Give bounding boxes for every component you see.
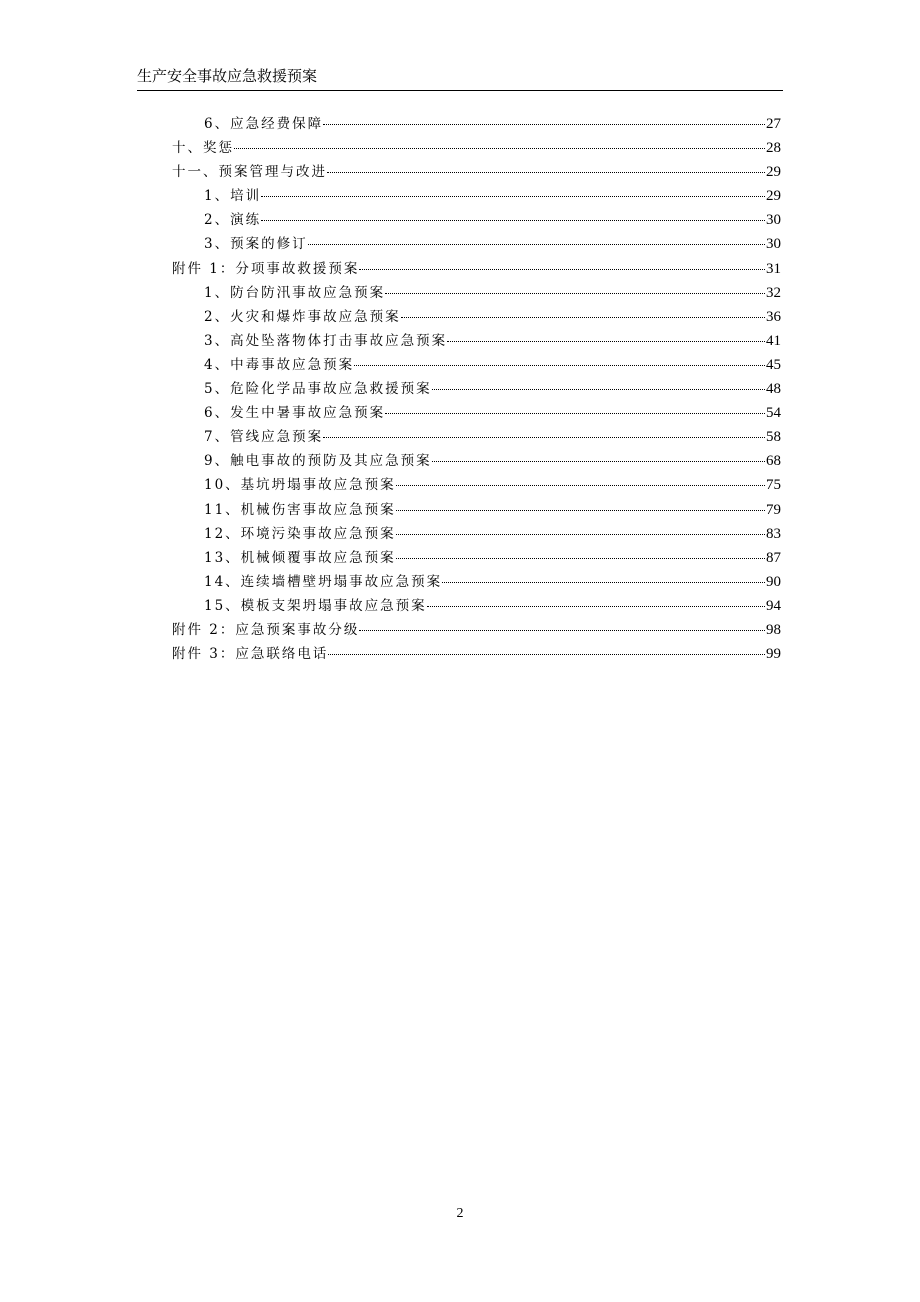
toc-entry-title: 附件 1：分项事故救援预案 xyxy=(172,260,360,277)
toc-entry-title: 3、高处坠落物体打击事故应急预案 xyxy=(204,332,448,349)
toc-entry[interactable] xyxy=(172,473,781,497)
toc-entry-page: 48 xyxy=(766,381,781,398)
toc-entry-title: 5、危险化学品事故应急救援预案 xyxy=(204,381,432,398)
toc-dot-leader xyxy=(359,269,765,270)
page-header xyxy=(137,64,783,91)
toc-entry-title: 1、防台防汛事故应急预案 xyxy=(204,284,386,301)
toc-dot-leader xyxy=(442,582,765,583)
toc-dot-leader xyxy=(385,293,765,294)
toc-entry[interactable] xyxy=(172,136,781,160)
toc-entry-page: 41 xyxy=(766,332,781,349)
toc-entry[interactable] xyxy=(172,498,781,522)
toc-entry-title: 2、火灾和爆炸事故应急预案 xyxy=(204,308,401,325)
toc-dot-leader xyxy=(427,606,765,607)
toc-entry[interactable] xyxy=(172,594,781,618)
toc-entry[interactable] xyxy=(172,425,781,449)
toc-dot-leader xyxy=(432,389,765,390)
toc-entry[interactable] xyxy=(172,305,781,329)
toc-entry[interactable] xyxy=(172,112,781,136)
toc-dot-leader xyxy=(396,558,765,559)
toc-entry[interactable] xyxy=(172,546,781,570)
toc-entry-title: 附件 2：应急预案事故分级 xyxy=(172,621,360,638)
page-number: 2 xyxy=(456,1206,464,1221)
header-title: 生产安全事故应急救援预案 xyxy=(137,67,318,85)
toc-entry-page: 45 xyxy=(766,356,781,373)
toc-dot-leader xyxy=(354,365,765,366)
toc-entry-page: 29 xyxy=(766,188,781,205)
toc-entry-title: 附件 3：应急联络电话 xyxy=(172,646,329,663)
toc-entry-page: 98 xyxy=(766,621,781,638)
toc-entry-title: 6、应急经费保障 xyxy=(204,116,324,132)
toc-entry-page: 27 xyxy=(766,116,781,132)
toc-entry-page: 90 xyxy=(766,573,781,590)
toc-entry[interactable] xyxy=(172,160,781,184)
toc-entry-title: 4、中毒事故应急预案 xyxy=(204,356,355,373)
toc-dot-leader xyxy=(447,341,765,342)
toc-dot-leader xyxy=(308,244,765,245)
toc-entry-page: 36 xyxy=(766,308,781,325)
toc-entry-title: 3、预案的修订 xyxy=(204,236,308,253)
toc-entry-title: 1、培训 xyxy=(204,188,262,205)
toc-entry[interactable] xyxy=(172,353,781,377)
toc-entry-page: 29 xyxy=(766,164,781,181)
toc-entry-title: 11、机械伤害事故应急预案 xyxy=(204,501,396,518)
toc-entry[interactable] xyxy=(172,642,781,666)
toc-dot-leader xyxy=(323,437,765,438)
toc-entry-title: 2、演练 xyxy=(204,212,262,229)
toc-entry-page: 87 xyxy=(766,549,781,566)
toc-entry[interactable] xyxy=(172,232,781,256)
toc-dot-leader xyxy=(432,461,765,462)
toc-entry-title: 10、基坑坍塌事故应急预案 xyxy=(204,477,396,494)
toc-entry[interactable] xyxy=(172,281,781,305)
toc-entry-page: 79 xyxy=(766,501,781,518)
toc-entry-page: 32 xyxy=(766,284,781,301)
toc-entry[interactable] xyxy=(172,401,781,425)
toc-dot-leader xyxy=(396,485,765,486)
toc-dot-leader xyxy=(261,220,765,221)
toc-entry-page: 83 xyxy=(766,525,781,542)
toc-entry-title: 9、触电事故的预防及其应急预案 xyxy=(204,453,432,470)
toc-entry-title: 15、模板支架坍塌事故应急预案 xyxy=(204,597,427,614)
table-of-contents xyxy=(172,112,781,666)
toc-entry-page: 58 xyxy=(766,429,781,446)
toc-entry-page: 99 xyxy=(766,646,781,663)
toc-dot-leader xyxy=(396,534,765,535)
toc-entry[interactable] xyxy=(172,208,781,232)
toc-entry-title: 14、连续墙槽壁坍塌事故应急预案 xyxy=(204,573,443,590)
toc-dot-leader xyxy=(261,196,765,197)
toc-entry[interactable] xyxy=(172,570,781,594)
toc-entry-page: 94 xyxy=(766,597,781,614)
toc-entry-title: 13、机械倾覆事故应急预案 xyxy=(204,549,396,566)
toc-dot-leader xyxy=(359,630,765,631)
toc-dot-leader xyxy=(396,510,765,511)
toc-entry[interactable] xyxy=(172,618,781,642)
toc-entry-title: 十、奖惩 xyxy=(172,140,234,157)
toc-entry[interactable] xyxy=(172,522,781,546)
toc-entry[interactable] xyxy=(172,257,781,281)
toc-entry-title: 7、管线应急预案 xyxy=(204,429,324,446)
toc-dot-leader xyxy=(234,148,765,149)
toc-entry-page: 30 xyxy=(766,236,781,253)
toc-dot-leader xyxy=(385,413,765,414)
toc-entry[interactable] xyxy=(172,329,781,353)
toc-entry-title: 6、发生中暑事故应急预案 xyxy=(204,405,386,422)
toc-entry[interactable] xyxy=(172,184,781,208)
toc-dot-leader xyxy=(323,124,765,125)
toc-entry-title: 十一、预案管理与改进 xyxy=(172,164,327,181)
toc-entry[interactable] xyxy=(172,377,781,401)
toc-entry-page: 28 xyxy=(766,140,781,157)
toc-entry-page: 30 xyxy=(766,212,781,229)
toc-dot-leader xyxy=(328,654,765,655)
toc-entry-page: 31 xyxy=(766,260,781,277)
toc-dot-leader xyxy=(401,317,765,318)
toc-entry-title: 12、环境污染事故应急预案 xyxy=(204,525,396,542)
toc-entry[interactable] xyxy=(172,449,781,473)
toc-entry-page: 75 xyxy=(766,477,781,494)
toc-entry-page: 68 xyxy=(766,453,781,470)
toc-entry-page: 54 xyxy=(766,405,781,422)
toc-dot-leader xyxy=(327,172,765,173)
